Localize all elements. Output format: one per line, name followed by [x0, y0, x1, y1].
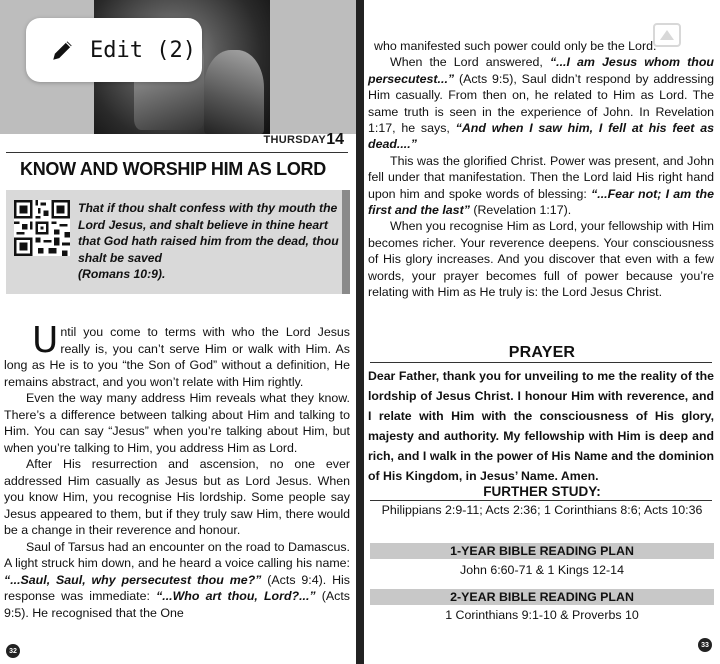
memory-verse-ref: (Romans 10:9). [78, 267, 166, 281]
memory-verse [78, 200, 340, 283]
drop-cap: U [32, 320, 59, 361]
paragraph-3: After His resurrection and ascension, no one ever addressed Him casually as Jesus but as Lord Jesus. When you know Him, you recognise His lordship. Some people say Jesus appeared to them, but if they truly saw Him, there would be a change in their reverence and honour. [4, 457, 350, 537]
prayer-rule [370, 362, 712, 363]
page-number-right: 33 [698, 638, 712, 652]
p6-text-a: When the Lord answered, [390, 55, 550, 70]
edit-button[interactable] [26, 18, 202, 82]
pencil-icon [50, 37, 76, 63]
p4-text-a: Saul of Tarsus had an encounter on the road to Damascus. A light struck him down, and he heard a voice calling his name: [4, 539, 350, 570]
book-spine [356, 0, 364, 664]
prayer-heading: PRAYER [508, 344, 576, 361]
paragraph-4 [4, 539, 350, 622]
memory-verse-text: That if thou shalt confess with thy mouth the Lord Jesus, and shalt believe in thine heart that God hath raised him from the dead, thou shalt be saved [78, 201, 339, 265]
p6-quote-2: “And when I saw him, I fell at his feet as dead....” [368, 121, 714, 152]
memory-verse-box [6, 190, 350, 294]
p6-text-b: (Acts 9:5), Saul didn’t respond by addressing Him casually. From then on, he related to Him as Lord. The same truth is seen in the experience of John. In Revelation 1:17, he says, [368, 71, 714, 136]
further-study-heading: FURTHER STUDY: [483, 484, 601, 499]
two-year-plan-reading: 1 Corinthians 9:1-10 & Proverbs 10 [445, 608, 639, 622]
p6-quote-1: “...I am Jesus whom thou persecutest...” [368, 55, 714, 86]
paragraph-1-text: ntil you come to terms with who the Lord Jesus really is, you can’t serve Him or walk with Him. As long as He is to you “the Son of God” without a definition, He remains abstract, and you won’t relate with Him rightly. [4, 325, 350, 389]
p7-text-a: This was the glorified Christ. Power was present, and John fell under that manifestation. Then the Lord laid His right hand upon him and spoke words of blessing: [368, 153, 714, 201]
paragraph-7 [368, 153, 714, 219]
p4-quote-2: “...Who art thou, Lord?...” [156, 589, 316, 603]
one-year-plan-reading: John 6:60-71 & 1 Kings 12-14 [460, 563, 624, 577]
header-rule [6, 152, 348, 153]
photo-figure-2 [204, 50, 264, 134]
day-of-week: THURSDAY [263, 134, 326, 146]
page-title: KNOW AND WORSHIP HIM AS LORD [20, 159, 326, 179]
left-page [0, 0, 356, 664]
right-body-text [368, 38, 714, 301]
paragraph-8: When you recognise Him as Lord, your fellowship with Him becomes richer. Your reverence deepens. Your consciousness of His glory increases. And you discover that even with a few words, your prayer becomes full of power because you’re relating with Him as He truly is: the Lord Jesus Christ. [368, 219, 714, 300]
prayer-text: Dear Father, thank you for unveiling to me the reality of the lordship of Jesus Christ. I honour Him with reverence, and I relate with Him with the consciousness of His glory, majesty and authority. My fellowship with Him is deep and rich, and I walk in the power of His Name and the dominion of His Kingdom, in Jesus’ Name. Amen. [368, 369, 714, 483]
two-year-plan-heading: 2-YEAR BIBLE READING PLAN [370, 589, 714, 605]
p4-text-c: (Acts 9:5). He recognised that the One [4, 589, 350, 620]
qr-code-icon [14, 200, 70, 256]
p4-quote-1: “...Saul, Saul, why persecutest thou me?” [4, 572, 262, 587]
left-body-text [4, 320, 350, 621]
memory-box-side-bar [342, 190, 350, 294]
one-year-plan-heading: 1-YEAR BIBLE READING PLAN [370, 543, 714, 559]
paragraph-5: who manifested such power could only be the Lord. [374, 39, 657, 53]
paragraph-6 [368, 54, 714, 152]
page-number-left: 32 [6, 644, 20, 658]
further-study-refs: Philippians 2:9-11; Acts 2:36; 1 Corinthians 8:6; Acts 10:36 [381, 503, 703, 517]
paragraph-2: Even the way many address Him reveals what they know. There’s a difference between talking about Him and talking to Him. You can say “Jesus” when you’re talking about Him, but when you’re talking to Him, you address Him as Lord. [4, 391, 350, 455]
edit-label: Edit (2) [90, 37, 196, 63]
day-number: 14 [326, 131, 344, 148]
p7-text-b: (Revelation 1:17). [469, 203, 572, 218]
p4-text-b: (Acts 9:4). His response was immediate: [4, 572, 350, 603]
paragraph-1 [4, 320, 350, 390]
right-page [364, 0, 720, 664]
day-line [0, 131, 356, 152]
p7-quote: “...Fear not; I am the first and the last” [368, 186, 714, 218]
further-study-rule [370, 500, 712, 501]
